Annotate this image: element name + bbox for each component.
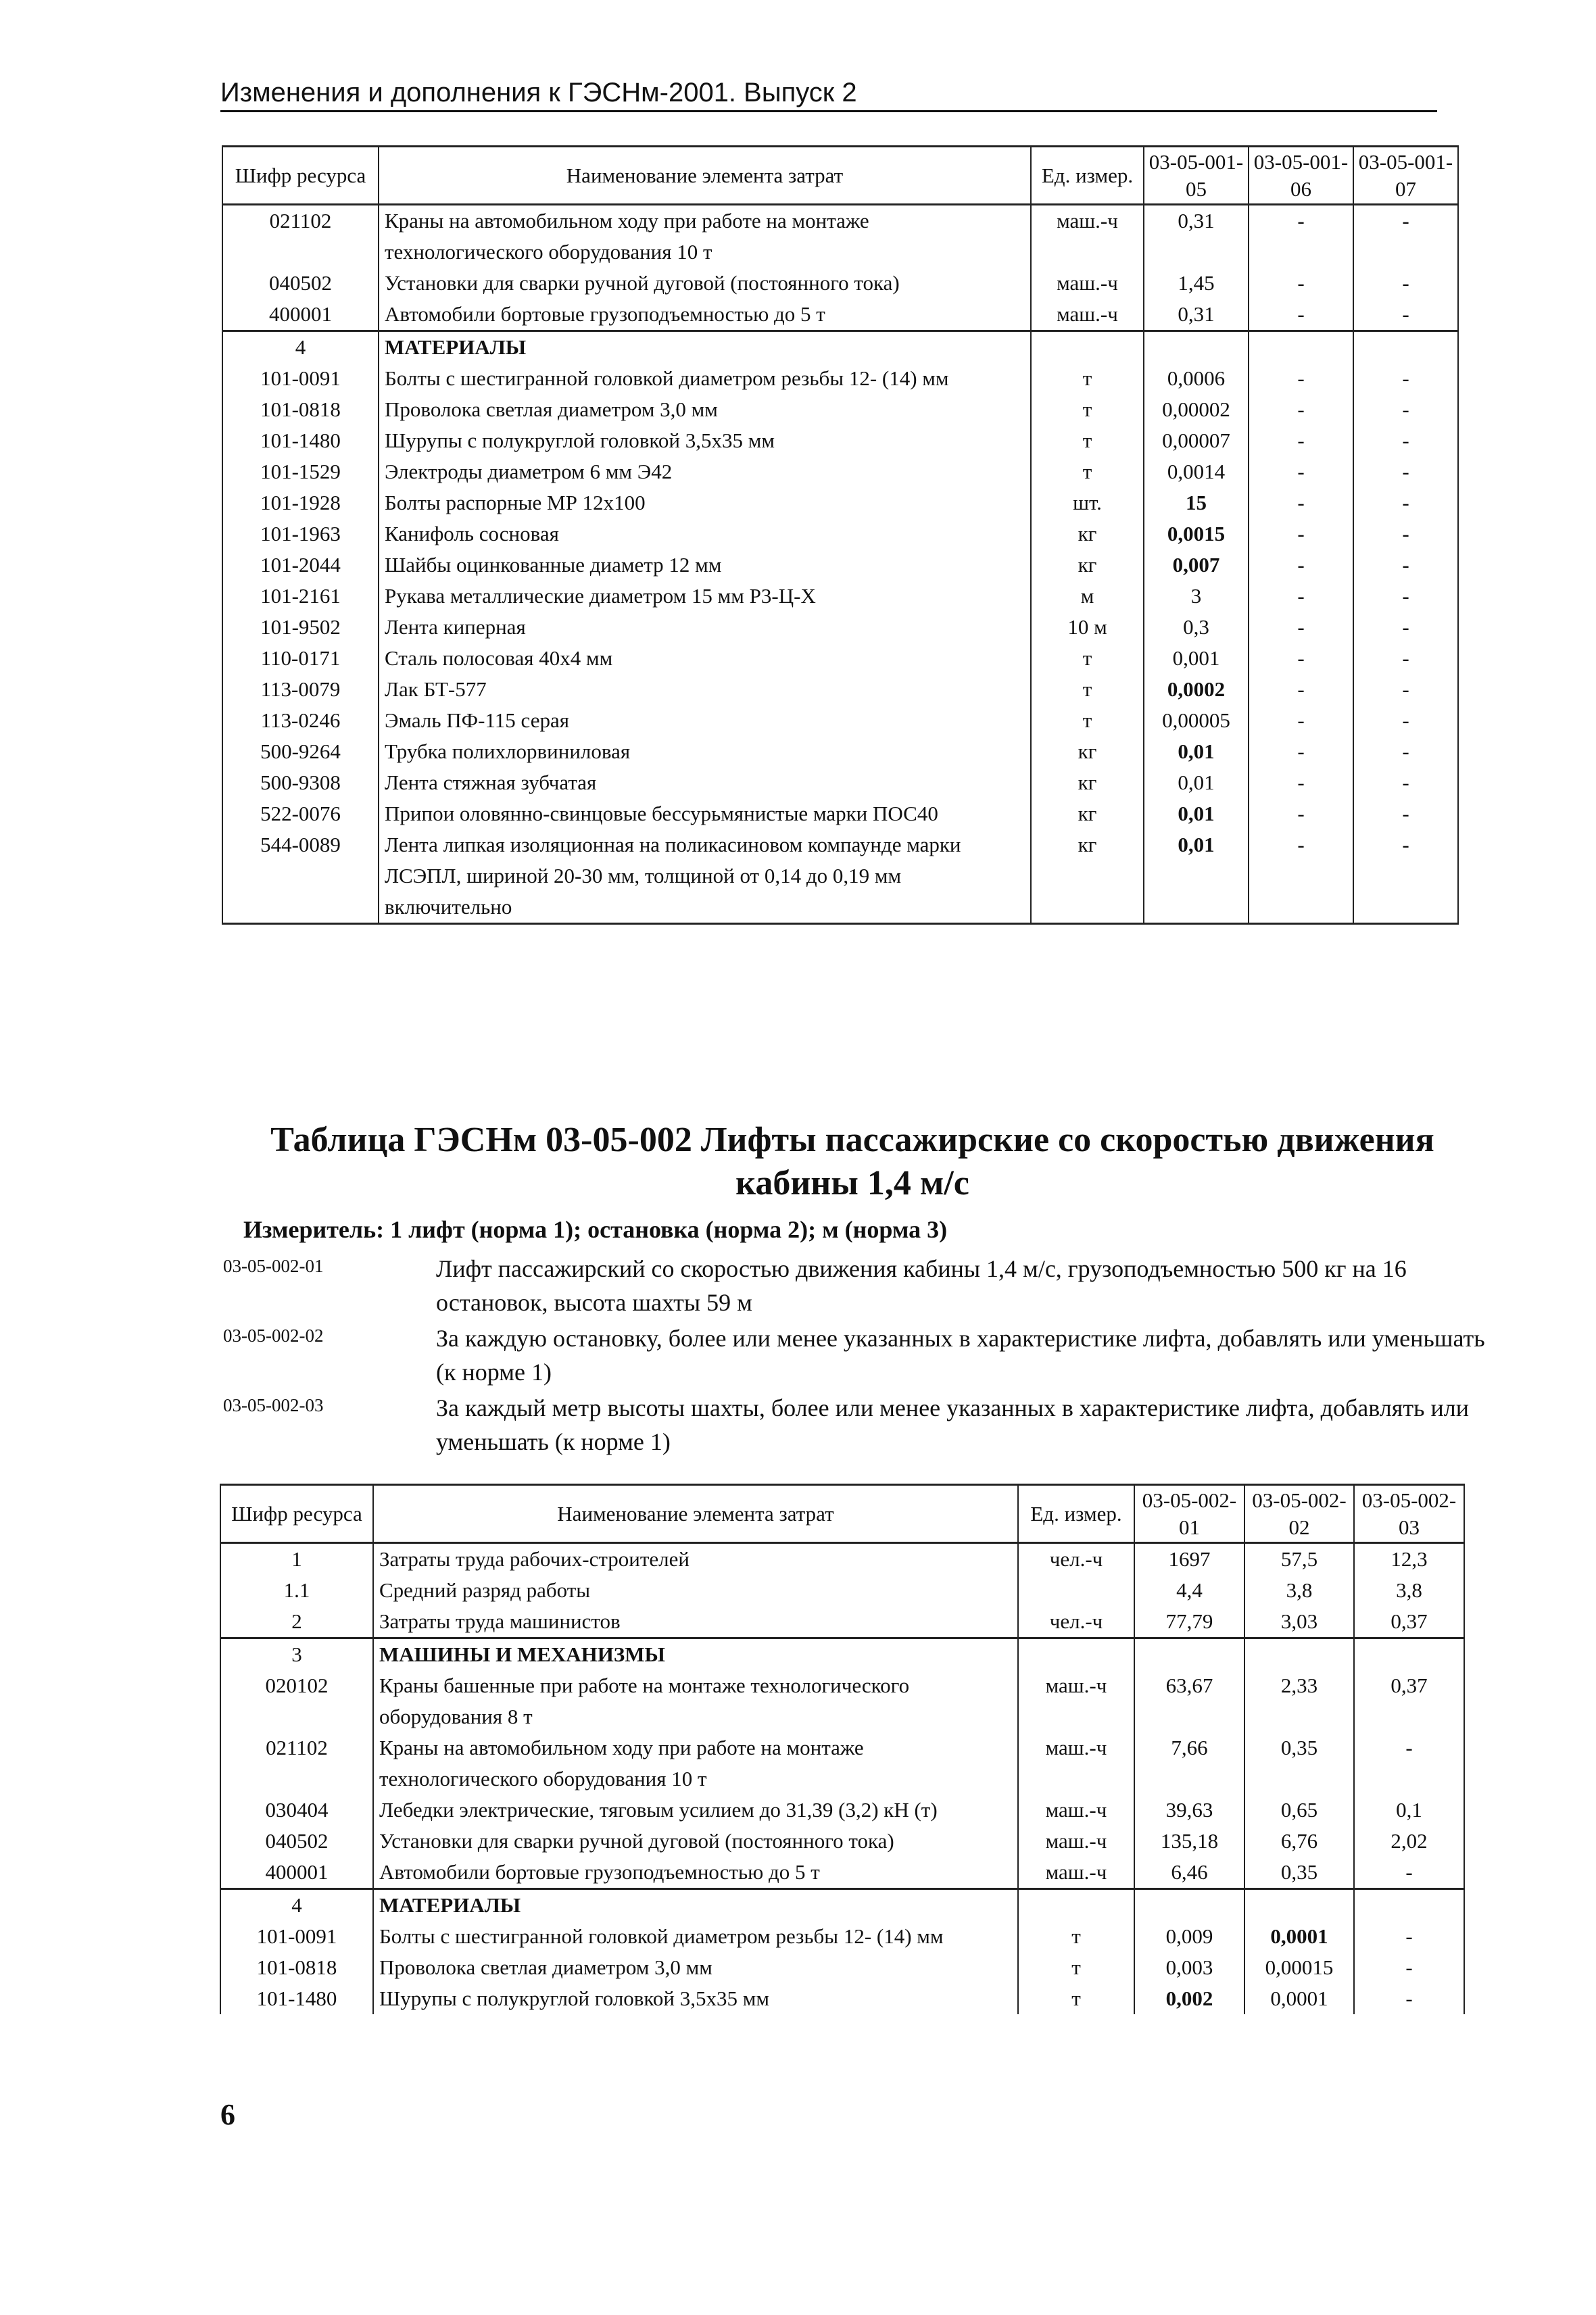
norm-value-cell: - [1353,581,1458,612]
norm-value-cell: 0,37 [1354,1606,1464,1638]
table-section-row [222,331,1458,364]
resource-code-cell: 101-0091 [222,363,379,394]
norm-value-cell: 1,45 [1144,268,1249,299]
norm-value-cell: - [1354,1952,1464,1983]
table-row [222,487,1458,518]
norm-value-cell: 0,00005 [1144,705,1249,736]
element-name-cell: Эмаль ПФ-115 серая [379,705,1031,736]
unit-cell: маш.-ч [1018,1857,1134,1889]
element-name-cell: Трубка полихлорвиниловая [379,736,1031,767]
norm-value-cell: 0,0001 [1244,1921,1354,1952]
norm-value-cell: 4,4 [1134,1575,1244,1606]
table-row [222,268,1458,299]
norm-value-cell: - [1353,550,1458,581]
table-row [222,205,1458,268]
norm-value-cell: 39,63 [1134,1795,1244,1826]
resource-code-cell: 113-0246 [222,705,379,736]
element-name-cell: Шайбы оцинкованные диаметр 12 мм [379,550,1031,581]
norm-value-cell: 135,18 [1134,1826,1244,1857]
resource-code-cell: 021102 [222,205,379,268]
element-name-cell: Сталь полосовая 40х4 мм [379,643,1031,674]
col-header-norm-2: 03-05-001-06 [1249,147,1353,205]
unit-cell: чел.-ч [1018,1543,1134,1576]
norm-value-cell: 0,01 [1144,798,1249,829]
unit-cell [1018,1638,1134,1671]
resource-code-cell: 500-9308 [222,767,379,798]
unit-cell: кг [1031,798,1144,829]
unit-cell: т [1018,1921,1134,1952]
col-header-norm-1: 03-05-001-05 [1144,147,1249,205]
element-name-cell: Припои оловянно-свинцовые бессурьмянистые марки ПОС40 [379,798,1031,829]
unit-cell: т [1031,456,1144,487]
norm-value-cell: - [1353,829,1458,924]
norm-value-cell: 0,00015 [1244,1952,1354,1983]
table-title: Таблица ГЭСНм 03-05-002 Лифты пассажирские со скоростью движения кабины 1,4 м/с [270,1121,1434,1202]
norm-value-cell: - [1353,767,1458,798]
col-header-norm-1: 03-05-002-01 [1134,1485,1244,1543]
norm-value-cell: 0,002 [1134,1983,1244,2014]
unit-cell: маш.-ч [1018,1795,1134,1826]
norm-value-cell: - [1354,1732,1464,1795]
col-header-name: Наименование элемента затрат [379,147,1031,205]
element-name-cell: Болты с шестигранной головкой диаметром резьбы 12- (14) мм [373,1921,1018,1952]
norm-value-cell: - [1249,674,1353,705]
resource-code-cell: 110-0171 [222,643,379,674]
element-name-cell: Шурупы с полукруглой головкой 3,5х35 мм [379,425,1031,456]
norm-value-cell: - [1353,674,1458,705]
element-name-cell: Автомобили бортовые грузоподъемностью до 5 т [373,1857,1018,1889]
table-row [220,1921,1464,1952]
norm-value-cell: 7,66 [1134,1732,1244,1795]
unit-cell [1018,1575,1134,1606]
norm-value-cell: 0,007 [1144,550,1249,581]
unit-cell [1018,1889,1134,1922]
norm-value-cell: 0,0006 [1144,363,1249,394]
norm-value-cell: 0,01 [1144,767,1249,798]
table-row [220,1670,1464,1732]
norm-value-cell: 0,001 [1144,643,1249,674]
norm-value-cell [1354,1638,1464,1671]
norm-value-cell [1249,331,1353,364]
norm-value-cell: - [1353,518,1458,550]
section-title-cell: МАШИНЫ И МЕХАНИЗМЫ [373,1638,1018,1671]
norm-value-cell: 0,65 [1244,1795,1354,1826]
norm-value-cell: 0,00002 [1144,394,1249,425]
unit-cell: маш.-ч [1018,1732,1134,1795]
norm-value-cell: - [1249,612,1353,643]
element-name-cell: Затраты труда рабочих-строителей [373,1543,1018,1576]
unit-cell: шт. [1031,487,1144,518]
unit-cell: т [1031,425,1144,456]
resource-code-cell: 101-0818 [220,1952,373,1983]
resource-code-cell: 522-0076 [222,798,379,829]
section-title-cell: МАТЕРИАЛЫ [373,1889,1018,1922]
resource-code-cell: 101-0818 [222,394,379,425]
resource-code-cell: 101-0091 [220,1921,373,1952]
norm-value-cell: 0,0001 [1244,1983,1354,2014]
element-name-cell: Лента стяжная зубчатая [379,767,1031,798]
norm-value-cell: 57,5 [1244,1543,1354,1576]
table-row [222,394,1458,425]
element-name-cell: Краны на автомобильном ходу при работе на монтаже технологического оборудования 10 т [373,1732,1018,1795]
table-row [222,425,1458,456]
norm-value-cell: 0,0002 [1144,674,1249,705]
norm-value-cell: 0,3 [1144,612,1249,643]
resource-code-cell: 021102 [220,1732,373,1795]
norm-value-cell: - [1354,1857,1464,1889]
table-row [222,674,1458,705]
norm-value-cell [1134,1638,1244,1671]
norm-value-cell: - [1249,829,1353,924]
unit-cell: маш.-ч [1018,1826,1134,1857]
element-name-cell: Средний разряд работы [373,1575,1018,1606]
norm-value-cell: - [1249,268,1353,299]
element-name-cell: Проволока светлая диаметром 3,0 мм [373,1952,1018,1983]
resource-code-cell: 400001 [222,299,379,331]
table-row [222,736,1458,767]
col-header-unit: Ед. измер. [1018,1485,1134,1543]
norm-value-cell: 3,8 [1354,1575,1464,1606]
col-header-unit: Ед. измер. [1031,147,1144,205]
table-row [222,643,1458,674]
norm-value-cell: 0,003 [1134,1952,1244,1983]
table-row [220,1543,1464,1576]
norm-value-cell: 0,1 [1354,1795,1464,1826]
norm-value-cell: - [1249,425,1353,456]
resource-code-cell: 101-9502 [222,612,379,643]
norm-value-cell [1144,331,1249,364]
table-row [222,581,1458,612]
resource-code-cell: 2 [220,1606,373,1638]
norm-value-cell [1134,1889,1244,1922]
table-row [222,299,1458,331]
resource-code-cell: 4 [222,331,379,364]
norm-value-cell: - [1249,394,1353,425]
norm-value-cell: 0,009 [1134,1921,1244,1952]
spec-text: За каждый метр высоты шахты, более или менее указанных в характеристике лифта, добавлять или уменьшать (к норме 1) [436,1394,1469,1455]
norm-value-cell: - [1249,736,1353,767]
unit-cell: т [1031,674,1144,705]
table-row [222,829,1458,924]
resource-code-cell: 4 [220,1889,373,1922]
element-name-cell: Затраты труда машинистов [373,1606,1018,1638]
unit-cell: маш.-ч [1031,299,1144,331]
element-name-cell: Установки для сварки ручной дуговой (постоянного тока) [373,1826,1018,1857]
unit-cell: т [1031,705,1144,736]
header-divider [220,110,1437,112]
resource-code-cell: 101-2161 [222,581,379,612]
element-name-cell: Проволока светлая диаметром 3,0 мм [379,394,1031,425]
element-name-cell: Лента липкая изоляционная на поликасиновом компаунде марки ЛСЭПЛ, шириной 20-30 мм, толщиной от 0,14 до 0,19 мм включительно [379,829,1031,924]
norm-value-cell: - [1249,487,1353,518]
table-section-row [220,1889,1464,1922]
element-name-cell: Краны башенные при работе на монтаже технологического оборудования 8 т [373,1670,1018,1732]
norm-value-cell: 0,0015 [1144,518,1249,550]
unit-cell: т [1031,363,1144,394]
col-header-name: Наименование элемента затрат [373,1485,1018,1543]
norm-value-cell: - [1249,798,1353,829]
unit-cell: т [1018,1983,1134,2014]
unit-cell: кг [1031,829,1144,924]
table-row [222,456,1458,487]
table-header-row [222,147,1458,205]
table-row [220,1606,1464,1638]
table-row [220,1795,1464,1826]
norm-value-cell: 0,35 [1244,1857,1354,1889]
norm-value-cell: - [1353,205,1458,268]
norm-value-cell: 63,67 [1134,1670,1244,1732]
norm-value-cell [1244,1638,1354,1671]
table-row [222,705,1458,736]
table-row [220,1826,1464,1857]
norm-value-cell: - [1353,268,1458,299]
unit-cell: кг [1031,550,1144,581]
section-title-cell: МАТЕРИАЛЫ [379,331,1031,364]
unit-cell: 10 м [1031,612,1144,643]
spec-code: 03-05-002-01 [223,1256,324,1276]
col-header-code: Шифр ресурса [220,1485,373,1543]
spec-code: 03-05-002-03 [223,1395,324,1415]
table-row [222,798,1458,829]
norm-value-cell: 3,03 [1244,1606,1354,1638]
norm-value-cell: 0,35 [1244,1732,1354,1795]
unit-cell: кг [1031,518,1144,550]
resource-code-cell: 544-0089 [222,829,379,924]
col-header-code: Шифр ресурса [222,147,379,205]
unit-cell: м [1031,581,1144,612]
norm-value-cell: 0,31 [1144,205,1249,268]
table-row [220,1857,1464,1889]
norm-value-cell: 6,46 [1134,1857,1244,1889]
table-row [220,1983,1464,2014]
spec-text: Лифт пассажирский со скоростью движения кабины 1,4 м/с, грузоподъемностью 500 кг на 16 остановок, высота шахты 59 м [436,1255,1407,1316]
norm-value-cell: - [1249,550,1353,581]
unit-cell: маш.-ч [1031,268,1144,299]
element-name-cell: Болты с шестигранной головкой диаметром резьбы 12- (14) мм [379,363,1031,394]
resource-code-cell: 040502 [220,1826,373,1857]
norm-value-cell: 0,37 [1354,1670,1464,1732]
norm-value-cell: - [1353,705,1458,736]
norm-value-cell: - [1353,798,1458,829]
element-name-cell: Лента киперная [379,612,1031,643]
norm-value-cell: - [1249,767,1353,798]
resource-code-cell: 040502 [222,268,379,299]
resource-code-cell: 1 [220,1543,373,1576]
table-row [222,363,1458,394]
col-header-norm-3: 03-05-001-07 [1353,147,1458,205]
norm-value-cell: 1697 [1134,1543,1244,1576]
norm-value-cell: - [1249,205,1353,268]
resource-code-cell: 3 [220,1638,373,1671]
norm-value-cell: 2,02 [1354,1826,1464,1857]
element-name-cell: Канифоль сосновая [379,518,1031,550]
norm-value-cell [1353,331,1458,364]
table-section-row [220,1638,1464,1671]
element-name-cell: Электроды диаметром 6 мм Э42 [379,456,1031,487]
unit-cell [1031,331,1144,364]
norm-value-cell: - [1353,425,1458,456]
resource-code-cell: 113-0079 [222,674,379,705]
resource-code-cell: 400001 [220,1857,373,1889]
norm-value-cell: 15 [1144,487,1249,518]
table-row [220,1732,1464,1795]
norm-value-cell: - [1354,1983,1464,2014]
resource-code-cell: 101-1928 [222,487,379,518]
resource-code-cell: 101-1480 [220,1983,373,2014]
norm-value-cell: 0,00007 [1144,425,1249,456]
norm-value-cell: 12,3 [1354,1543,1464,1576]
norm-value-cell: 77,79 [1134,1606,1244,1638]
resource-code-cell: 101-1529 [222,456,379,487]
norm-value-cell: - [1353,456,1458,487]
norm-value-cell: - [1249,581,1353,612]
norm-value-cell: - [1354,1921,1464,1952]
unit-cell: чел.-ч [1018,1606,1134,1638]
unit-cell: маш.-ч [1018,1670,1134,1732]
norm-value-cell: - [1353,299,1458,331]
norm-value-cell: - [1249,299,1353,331]
norm-value-cell: 0,0014 [1144,456,1249,487]
table-row [222,518,1458,550]
norm-value-cell: - [1353,643,1458,674]
unit-cell: кг [1031,736,1144,767]
norm-value-cell: 3 [1144,581,1249,612]
spec-text: За каждую остановку, более или менее указанных в характеристике лифта, добавлять или уменьшать (к норме 1) [436,1325,1485,1386]
element-name-cell: Автомобили бортовые грузоподъемностью до 5 т [379,299,1031,331]
resource-code-cell: 101-1480 [222,425,379,456]
measurement-unit-line: Измеритель: 1 лифт (норма 1); остановка (норма 2); м (норма 3) [243,1216,948,1243]
element-name-cell: Болты распорные МР 12х100 [379,487,1031,518]
unit-cell: т [1031,643,1144,674]
col-header-norm-3: 03-05-002-03 [1354,1485,1464,1543]
norm-value-cell: - [1249,456,1353,487]
norm-value-cell: 2,33 [1244,1670,1354,1732]
norm-value-cell: - [1249,363,1353,394]
element-name-cell: Установки для сварки ручной дуговой (постоянного тока) [379,268,1031,299]
element-name-cell: Шурупы с полукруглой головкой 3,5х35 мм [373,1983,1018,2014]
table-row [222,612,1458,643]
norm-value-cell: 3,8 [1244,1575,1354,1606]
norm-value-cell: - [1249,705,1353,736]
element-name-cell: Лак БТ-577 [379,674,1031,705]
resource-code-cell: 020102 [220,1670,373,1732]
resource-code-cell: 101-2044 [222,550,379,581]
norm-value-cell [1244,1889,1354,1922]
unit-cell: т [1018,1952,1134,1983]
table-row [220,1575,1464,1606]
norm-value-cell: - [1353,363,1458,394]
norm-value-cell: 0,01 [1144,736,1249,767]
norm-value-cell: 6,76 [1244,1826,1354,1857]
norm-value-cell: - [1353,394,1458,425]
norm-value-cell: - [1249,518,1353,550]
table-row [220,1952,1464,1983]
norm-value-cell: 0,01 [1144,829,1249,924]
page-number: 6 [220,2098,235,2131]
element-name-cell: Лебедки электрические, тяговым усилием до 31,39 (3,2) кН (т) [373,1795,1018,1826]
resource-code-cell: 101-1963 [222,518,379,550]
norm-value-cell: - [1353,612,1458,643]
col-header-norm-2: 03-05-002-02 [1244,1485,1354,1543]
unit-cell: т [1031,394,1144,425]
element-name-cell: Краны на автомобильном ходу при работе на монтаже технологического оборудования 10 т [379,205,1031,268]
resource-table-2 [220,1484,1465,2014]
norm-value-cell: - [1249,643,1353,674]
norm-value-cell: - [1353,487,1458,518]
page-header: Изменения и дополнения к ГЭСНм-2001. Выпуск 2 [220,78,857,107]
norm-value-cell: 0,31 [1144,299,1249,331]
table-row [222,550,1458,581]
resource-code-cell: 030404 [220,1795,373,1826]
norm-value-cell [1354,1889,1464,1922]
resource-table-1 [222,145,1459,925]
spec-code: 03-05-002-02 [223,1325,324,1346]
unit-cell: кг [1031,767,1144,798]
resource-code-cell: 1.1 [220,1575,373,1606]
unit-cell: маш.-ч [1031,205,1144,268]
element-name-cell: Рукава металлические диаметром 15 мм Р3-Ц-Х [379,581,1031,612]
resource-code-cell: 500-9264 [222,736,379,767]
table-row [222,767,1458,798]
norm-value-cell: - [1353,736,1458,767]
table-header-row [220,1485,1464,1543]
